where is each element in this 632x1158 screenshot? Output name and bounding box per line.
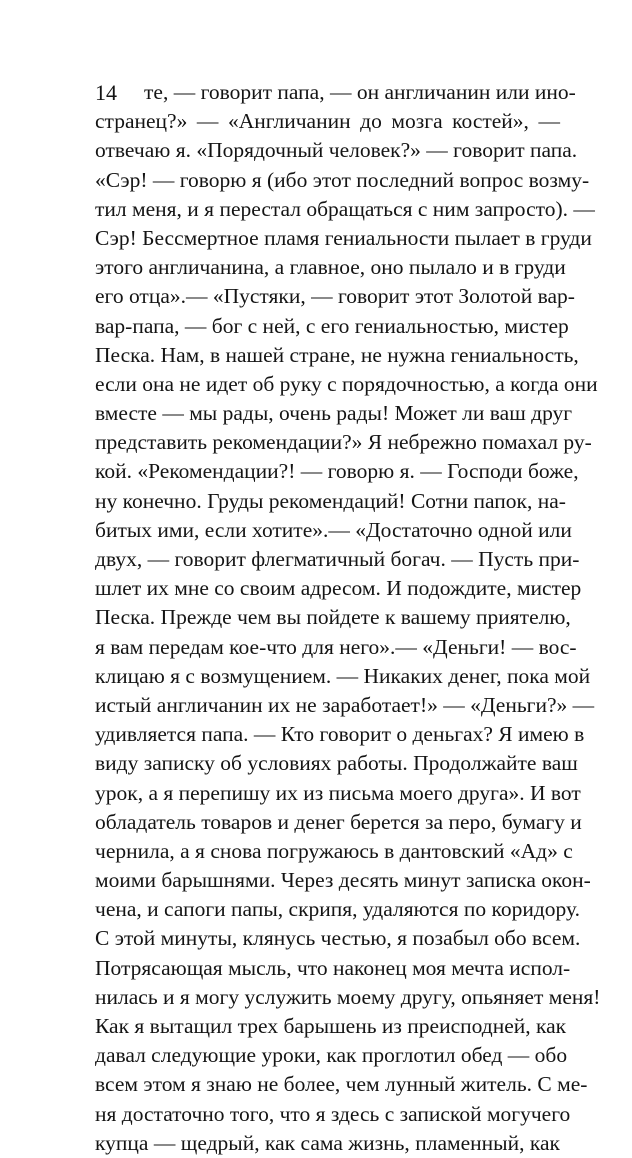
text-line: всем этом я знаю не более, чем лунный житель. С ме-: [95, 1072, 588, 1097]
text-line: давал следующие уроки, как проглотил обед — обо: [95, 1043, 568, 1068]
text-line: шлет их мне со своим адресом. И подождите, мистер: [95, 576, 582, 601]
text-line: отвечаю я. «Порядочный человек?» — говорит папа.: [95, 138, 578, 163]
text-line: Потрясающая мысль, что наконец моя мечта испол-: [95, 955, 571, 980]
text-line: двух, — говорит флегматичный богач. — Пусть при-: [95, 547, 580, 571]
text-line: те, — говорит папа, — он англичанин или ино-: [144, 80, 576, 104]
text-line: странец?» — «Англичанин до мозга костей», —: [95, 109, 560, 134]
text-line: удивляется папа. — Кто говорит о деньгах? Я имею в: [95, 722, 585, 747]
text-line: ну конечно. Груды рекомендаций! Сотни папок, на-: [95, 488, 566, 513]
text-line: кой. «Рекомендации?! — говорю я. — Господи боже,: [95, 459, 579, 484]
text-line: купца — щедрый, как сама жизнь, пламенный, как: [95, 1130, 560, 1155]
text-line: С этой минуты, клянусь честью, я позабыл обо всем.: [95, 926, 581, 951]
text-line: вар-папа, — бог с ней, с его гениальностью, мистер: [95, 313, 569, 338]
text-line: Сэр! Бессмертное пламя гениальности пылает в груди: [95, 225, 592, 250]
text-line: ня достаточно того, что я здесь с запиской могучего: [95, 1101, 571, 1126]
text-line: Песка. Прежде чем вы пойдете к вашему приятелю,: [95, 605, 571, 630]
text-line: чернила, а я снова погружаюсь в дантовский «Ад» с: [95, 838, 573, 863]
text-line: чена, и сапоги папы, скрипя, удаляются по коридору.: [95, 897, 580, 922]
text-line: моими барышнями. Через десять минут записка окон-: [95, 868, 591, 893]
text-line: виду записку об условиях работы. Продолжайте ваш: [95, 751, 578, 776]
text-line: Песка. Нам, в нашей стране, не нужна гениальность,: [95, 342, 579, 367]
text-line: урок, а я перепишу их из письма моего друга». И вот: [95, 780, 581, 805]
text-line: я вам передам кое-что для него».— «Деньги! — вос-: [95, 634, 577, 659]
text-line: истый англичанин их не заработает!» — «Деньги?» —: [95, 692, 595, 717]
text-line: битых ими, если хотите».— «Достаточно одной или: [95, 517, 572, 542]
text-line: тил меня, и я перестал обращаться с ним запросто). —: [95, 196, 595, 221]
text-line: если она не идет об руку с порядочностью, а когда они: [95, 371, 598, 396]
text-line: «Сэр! — говорю я (ибо этот последний вопрос возму-: [95, 167, 590, 192]
body-text: [95, 78, 601, 1158]
text-line: представить рекомендации?» Я небрежно помахал ру-: [95, 430, 592, 455]
page-number: 14: [95, 80, 117, 105]
text-line: клицаю я с возмущением. — Никаких денег, пока мой: [95, 663, 591, 688]
text-line: Как я вытащил трех барышень из преисподней, как: [95, 1014, 567, 1038]
text-line: его отца».— «Пустяки, — говорит этот Золотой вар-: [95, 284, 575, 309]
text-line: обладатель товаров и денег берется за перо, бумагу и: [95, 809, 582, 834]
text-line: этого англичанина, а главное, оно пылало и в груди: [95, 255, 566, 280]
text-line: нилась и я могу услужить моему другу, опьяняет меня!: [95, 984, 601, 1009]
text-line: вместе — мы рады, очень рады! Может ли ваш друг: [95, 401, 573, 426]
